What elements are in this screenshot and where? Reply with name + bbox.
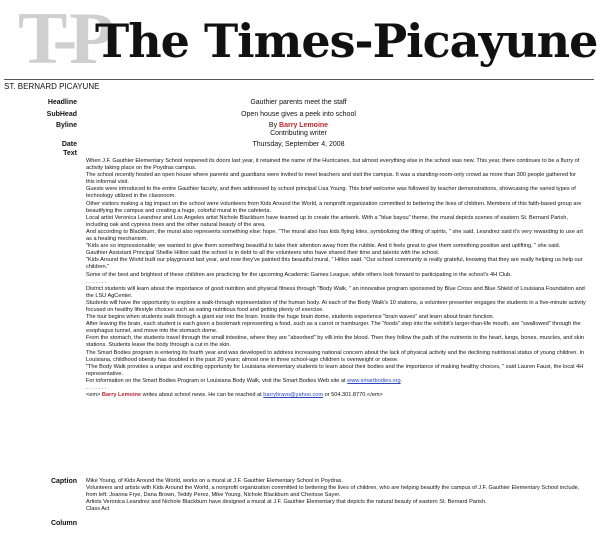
byline-prefix: By [268,122,278,129]
tagline-phone: or 504.301.8770. [324,392,367,399]
separator: . . . . . . . [86,278,107,285]
text-label: Text [63,150,77,157]
byline-role: Contributing writer [270,130,327,137]
info-suffix: . [400,377,403,384]
date-value: Thursday, September 4, 2008 [252,141,345,148]
paragraph: Local artist Veronica Leandrez and Los Angeles artist Nichole Blackburn have teamed up to create the artwork. With a "blue bayou" theme, the mural depicts scenes of eastern St. Bernard Parish, including oak and cypress trees and the other natural beauty of the area. [86,214,568,228]
tagline-author: Barry Lemoine [101,392,142,399]
caption-paragraph: Mike Young, of Kids Around the World, works on a mural at J.F. Gauthier Elementary School in Poydras. [86,478,344,484]
email-link[interactable]: barrybravo@yahoo.com [263,392,324,399]
byline-value [0,122,597,130]
section-name: ST. BERNARD PICAYUNE [4,82,100,91]
column-label: Column [50,520,77,527]
headline-label: Headline [47,99,77,106]
separator: . . . . . . . [86,385,107,391]
caption-paragraph: Artists Veronica Leandrez and Nichole Blackburn have designed a mural at J.F. Gauthier Elementary that depicts the natural beauty of eastern St. Bernard Parish. [86,499,487,506]
caption-body [86,478,586,513]
paragraph: After leaving the brain, each student is each given a bookmark representing a food, such as a carrot or hamburger. The "foods" step into the exhibit's larger-than-life mouth, are "swallowed" through the esophagus tunnel, and move into the stomach dome. [86,321,581,335]
masthead-title: The Times-Picayune [95,14,597,68]
tagline [86,392,586,399]
caption-paragraph: Volunteers and artists with Kids Around the World, a nonprofit organization committed to bettering the lives of children, who are helping beautify the campus of J.F. Gauthier Elementary School include, from left: Joanna Frye, Dana Brown, Teddy Perez, Mike Young, Nichole Blackburn and Cherisse Sayer. [86,485,580,499]
paragraph: Other visitors making a big impact on the school were volunteers from Kids Around the World, a nonprofit organization committed to bettering the lives of children. Members of this faith-based group are beautifying the campus and creating a huge, colorful mural in the cafeteria. [86,200,582,214]
subhead-value: Open house gives a peek into school [241,111,356,118]
masthead-logo-mark: T-P [18,0,107,80]
byline-label: Byline [55,122,77,129]
headline-value: Gauthier parents meet the staff [250,99,347,106]
paragraph: "Kids are so impressionable; we wanted to give them something beautiful to take their attention away from the rubble. And it feels great to give them something positive and uplifting, " she said. [86,243,561,250]
subhead-label: SubHead [46,111,77,118]
paragraph: "The Body Walk provides a unique and exciting opportunity for Louisiana elementary students to learn about their bodies and the importance of making healthy choices, " said Lauren Faust, the local 4H representative. [86,363,584,377]
caption-label: Caption [50,478,77,485]
info-prefix: For information on the Smart Bodies Program or Louisiana Body Walk, visit the Smart Bodies Web site at [86,377,346,384]
paragraph: District students will learn about the importance of good nutrition and physical fitness through "Body Walk, " an innovative program sponsored by Blue Cross and Blue Shield of Louisiana Foundation and the LSU AgCenter. [86,285,585,299]
paragraph: And according to Blackburn, the mural also represents something else: hope. "The mural also has kids flying kites, symbolizing the lifting of spirits, " she said. Leandrez said it's very rewarding to use art as a healing mechanism. [86,228,583,243]
paragraph: The Smart Bodies program is entering its fourth year and was developed to address increasing national concern about the lack of physical activity and the declining nutritional status of young children. In Louisiana, childhood obesity has doubled in the past 20 years; almost one in three school-age children is overweight or obese. [86,349,585,363]
info-paragraph [86,378,586,385]
header-rule [4,79,594,80]
paragraph: Students will have the opportunity to explore a walk-through representation of the human body. At each of the Body Walk's 10 stations, a volunteer presenter engages the students in a five-minute activity focused on healthy lifestyle choices such as eating nutritious food and getting plenty of exercise. [86,299,586,313]
paragraph: Some of the best and brightest of these children are practicing for the upcoming Academic Games League, while others look forward to participating in the school's 4H Club. [86,271,512,278]
paragraph: Gauthier Assistant Principal Shellie Hilton said the school is in debt to all the volunteers who have shared their time and talents with the school. [86,250,440,257]
tagline-em-close: </em> [366,392,383,399]
date-label: Date [61,141,77,148]
paragraph: When J.F. Gauthier Elementary School reopened its doors last year, it retained the name of the Hurricanes, but almost everything else in the school was new. This year, there continues to be a flurry of activity taking place on the Poydras campus. [86,158,580,172]
tagline-em-open: <em> [86,392,101,399]
masthead [0,0,597,78]
paragraph: "Kids Around the World built our playground last year, and now they've painted this beautiful mural, " Hilton said. "Our school community is really grateful, knowing that they are really helping us help our children." [86,257,583,271]
paragraph: The school recently hosted an open house where parents and guardians were invited to meet teachers and visit the campus. It was a standing-room-only crowd as more than 300 people gathered for this informal visit. [86,172,577,186]
byline-author: Barry Lemoine [279,122,329,129]
paragraph: From the stomach, the students travel through the small intestine, where they are "absorbed" by villi into the blood. Then they follow the path of the nutrients to the heart, lungs, bones, muscles, and skin stations. Students leave the body through a cut in the skin. [86,335,584,349]
article-body [86,158,586,399]
column-value: Class Act [86,506,110,513]
paragraph: Guests were introduced to the entire Gauthier faculty, and then addressed by school principal Lisa Young. This brief welcome was followed by teacher demonstrations, showcasing the varied types of technology utilized in the classroom. [86,186,576,200]
tagline-middle: writes about school news. He can be reached at [142,392,262,399]
smartbodies-link[interactable]: www.smartbodies.org [347,377,401,384]
paragraph: The tour begins when students walk through a giant ear into the brain. Inside the huge brain dome, students experience "brain waves" and learn about brain function. [86,314,495,321]
